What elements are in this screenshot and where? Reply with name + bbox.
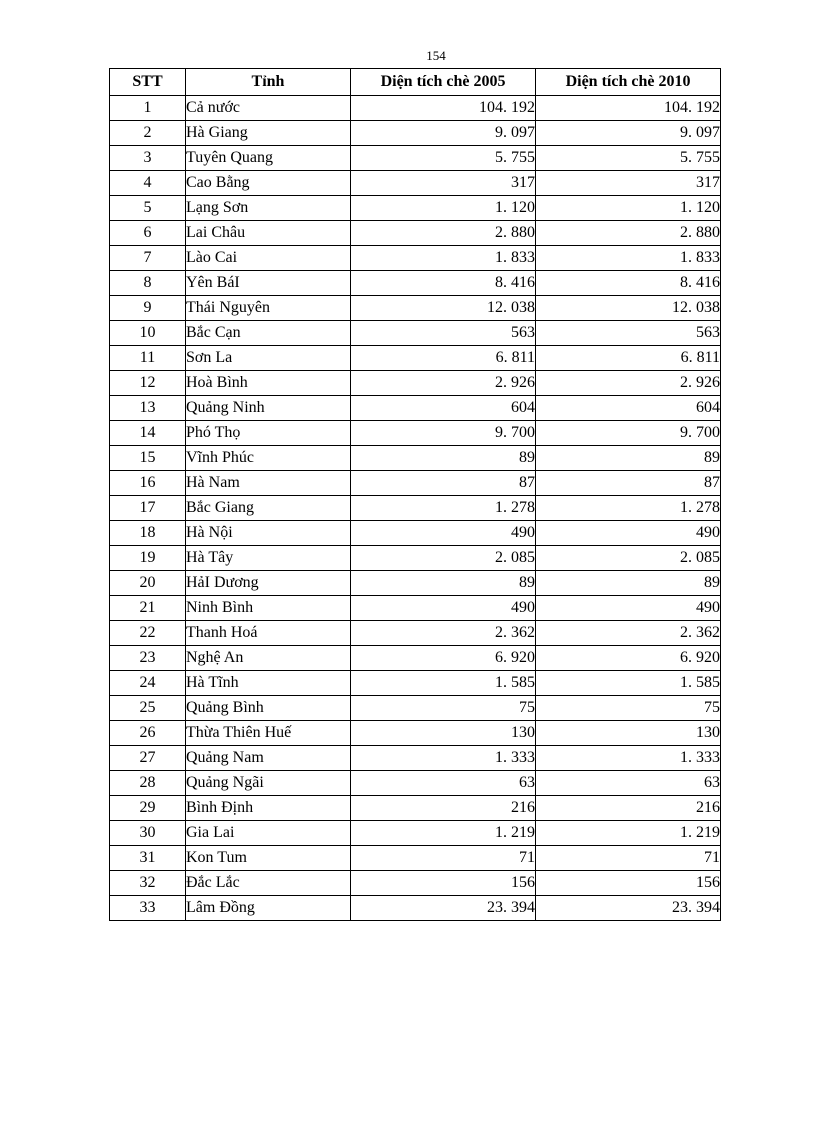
row-stt-cell: 17 <box>110 496 186 521</box>
header-area-2005: Diện tích chè 2005 <box>351 69 536 96</box>
row-stt-cell: 29 <box>110 796 186 821</box>
area-2010-cell: 1. 833 <box>536 246 721 271</box>
area-2005-cell: 6. 811 <box>351 346 536 371</box>
row-stt-cell: 28 <box>110 771 186 796</box>
table-row <box>110 371 721 396</box>
area-2005-cell: 89 <box>351 571 536 596</box>
province-cell: Lai Châu <box>186 221 351 246</box>
area-2005-cell: 6. 920 <box>351 646 536 671</box>
row-stt-cell: 18 <box>110 521 186 546</box>
row-stt-cell: 32 <box>110 871 186 896</box>
table-row <box>110 796 721 821</box>
province-cell: Gia Lai <box>186 821 351 846</box>
table-row <box>110 621 721 646</box>
area-2005-cell: 9. 097 <box>351 121 536 146</box>
area-2005-cell: 2. 926 <box>351 371 536 396</box>
table-row <box>110 421 721 446</box>
province-cell: Phó Thọ <box>186 421 351 446</box>
area-2005-cell: 1. 333 <box>351 746 536 771</box>
area-2010-cell: 6. 811 <box>536 346 721 371</box>
table-row <box>110 146 721 171</box>
area-2005-cell: 2. 880 <box>351 221 536 246</box>
area-2010-cell: 130 <box>536 721 721 746</box>
province-cell: Thanh Hoá <box>186 621 351 646</box>
header-province: Tỉnh <box>186 69 351 96</box>
area-2005-cell: 1. 278 <box>351 496 536 521</box>
row-stt-cell: 8 <box>110 271 186 296</box>
area-2005-cell: 1. 219 <box>351 821 536 846</box>
table-row <box>110 196 721 221</box>
area-2005-cell: 87 <box>351 471 536 496</box>
area-2010-cell: 2. 362 <box>536 621 721 646</box>
province-cell: Vĩnh Phúc <box>186 446 351 471</box>
area-2010-cell: 63 <box>536 771 721 796</box>
row-stt-cell: 16 <box>110 471 186 496</box>
header-row <box>110 69 721 96</box>
province-cell: Ninh Bình <box>186 596 351 621</box>
table-row <box>110 896 721 921</box>
province-cell: HảI Dương <box>186 571 351 596</box>
area-2010-cell: 89 <box>536 571 721 596</box>
area-2005-cell: 216 <box>351 796 536 821</box>
province-cell: Quảng Ngãi <box>186 771 351 796</box>
province-cell: Yên BáI <box>186 271 351 296</box>
table-row <box>110 721 721 746</box>
table-row <box>110 496 721 521</box>
province-cell: Lạng Sơn <box>186 196 351 221</box>
area-2005-cell: 130 <box>351 721 536 746</box>
area-2005-cell: 12. 038 <box>351 296 536 321</box>
area-2010-cell: 1. 585 <box>536 671 721 696</box>
row-stt-cell: 3 <box>110 146 186 171</box>
row-stt-cell: 13 <box>110 396 186 421</box>
area-2010-cell: 9. 700 <box>536 421 721 446</box>
area-2005-cell: 1. 120 <box>351 196 536 221</box>
row-stt-cell: 12 <box>110 371 186 396</box>
table-row <box>110 696 721 721</box>
table-body <box>110 96 721 921</box>
area-2010-cell: 71 <box>536 846 721 871</box>
row-stt-cell: 24 <box>110 671 186 696</box>
table-row <box>110 171 721 196</box>
table-row <box>110 746 721 771</box>
area-2005-cell: 1. 833 <box>351 246 536 271</box>
row-stt-cell: 11 <box>110 346 186 371</box>
province-cell: Nghệ An <box>186 646 351 671</box>
table-row <box>110 271 721 296</box>
row-stt-cell: 2 <box>110 121 186 146</box>
table-row <box>110 596 721 621</box>
table-row <box>110 321 721 346</box>
table-row <box>110 671 721 696</box>
province-cell: Cao Bằng <box>186 171 351 196</box>
row-stt-cell: 21 <box>110 596 186 621</box>
area-2010-cell: 104. 192 <box>536 96 721 121</box>
province-cell: Sơn La <box>186 346 351 371</box>
area-2010-cell: 75 <box>536 696 721 721</box>
table-row <box>110 546 721 571</box>
province-cell: Bình Định <box>186 796 351 821</box>
area-2005-cell: 63 <box>351 771 536 796</box>
row-stt-cell: 20 <box>110 571 186 596</box>
area-2010-cell: 8. 416 <box>536 271 721 296</box>
row-stt-cell: 25 <box>110 696 186 721</box>
page-number: 154 <box>426 48 446 63</box>
area-2010-cell: 2. 085 <box>536 546 721 571</box>
area-2010-cell: 156 <box>536 871 721 896</box>
row-stt-cell: 10 <box>110 321 186 346</box>
province-cell: Kon Tum <box>186 846 351 871</box>
area-2005-cell: 2. 362 <box>351 621 536 646</box>
province-cell: Hoà Bình <box>186 371 351 396</box>
area-2010-cell: 9. 097 <box>536 121 721 146</box>
area-2010-cell: 2. 880 <box>536 221 721 246</box>
area-2005-cell: 9. 700 <box>351 421 536 446</box>
row-stt-cell: 23 <box>110 646 186 671</box>
area-2010-cell: 1. 219 <box>536 821 721 846</box>
area-2010-cell: 563 <box>536 321 721 346</box>
area-2005-cell: 317 <box>351 171 536 196</box>
table-header <box>110 69 721 96</box>
row-stt-cell: 1 <box>110 96 186 121</box>
province-cell: Quảng Nam <box>186 746 351 771</box>
area-2010-cell: 1. 278 <box>536 496 721 521</box>
area-2010-cell: 23. 394 <box>536 896 721 921</box>
area-2005-cell: 104. 192 <box>351 96 536 121</box>
table-row <box>110 96 721 121</box>
province-cell: Hà Nam <box>186 471 351 496</box>
area-2010-cell: 1. 120 <box>536 196 721 221</box>
table-row <box>110 821 721 846</box>
row-stt-cell: 7 <box>110 246 186 271</box>
tea-area-table <box>109 68 721 921</box>
area-2010-cell: 1. 333 <box>536 746 721 771</box>
area-2005-cell: 604 <box>351 396 536 421</box>
row-stt-cell: 30 <box>110 821 186 846</box>
row-stt-cell: 27 <box>110 746 186 771</box>
province-cell: Thừa Thiên Huế <box>186 721 351 746</box>
table-row <box>110 571 721 596</box>
table-row <box>110 471 721 496</box>
province-cell: Hà Tây <box>186 546 351 571</box>
province-cell: Cả nước <box>186 96 351 121</box>
province-cell: Bắc Giang <box>186 496 351 521</box>
area-2005-cell: 8. 416 <box>351 271 536 296</box>
table-row <box>110 296 721 321</box>
area-2005-cell: 156 <box>351 871 536 896</box>
row-stt-cell: 6 <box>110 221 186 246</box>
table-row <box>110 221 721 246</box>
area-2010-cell: 87 <box>536 471 721 496</box>
table-row <box>110 521 721 546</box>
area-2005-cell: 490 <box>351 521 536 546</box>
row-stt-cell: 5 <box>110 196 186 221</box>
area-2010-cell: 490 <box>536 596 721 621</box>
area-2010-cell: 604 <box>536 396 721 421</box>
area-2010-cell: 5. 755 <box>536 146 721 171</box>
row-stt-cell: 26 <box>110 721 186 746</box>
row-stt-cell: 31 <box>110 846 186 871</box>
province-cell: Lào Cai <box>186 246 351 271</box>
row-stt-cell: 22 <box>110 621 186 646</box>
province-cell: Hà Giang <box>186 121 351 146</box>
table-row <box>110 871 721 896</box>
row-stt-cell: 14 <box>110 421 186 446</box>
area-2010-cell: 12. 038 <box>536 296 721 321</box>
table-row <box>110 846 721 871</box>
area-2005-cell: 490 <box>351 596 536 621</box>
row-stt-cell: 9 <box>110 296 186 321</box>
table-row <box>110 771 721 796</box>
header-stt: STT <box>110 69 186 96</box>
province-cell: Lâm Đồng <box>186 896 351 921</box>
area-2010-cell: 216 <box>536 796 721 821</box>
row-stt-cell: 4 <box>110 171 186 196</box>
row-stt-cell: 33 <box>110 896 186 921</box>
area-2005-cell: 71 <box>351 846 536 871</box>
area-2010-cell: 2. 926 <box>536 371 721 396</box>
table-row <box>110 121 721 146</box>
province-cell: Bắc Cạn <box>186 321 351 346</box>
province-cell: Tuyên Quang <box>186 146 351 171</box>
area-2005-cell: 75 <box>351 696 536 721</box>
area-2010-cell: 89 <box>536 446 721 471</box>
area-2010-cell: 490 <box>536 521 721 546</box>
table-row <box>110 346 721 371</box>
area-2005-cell: 1. 585 <box>351 671 536 696</box>
area-2010-cell: 317 <box>536 171 721 196</box>
province-cell: Thái Nguyên <box>186 296 351 321</box>
area-2005-cell: 5. 755 <box>351 146 536 171</box>
area-2005-cell: 563 <box>351 321 536 346</box>
table-row <box>110 396 721 421</box>
row-stt-cell: 19 <box>110 546 186 571</box>
province-cell: Đắc Lắc <box>186 871 351 896</box>
area-2005-cell: 89 <box>351 446 536 471</box>
province-cell: Hà Nội <box>186 521 351 546</box>
area-2005-cell: 23. 394 <box>351 896 536 921</box>
table-row <box>110 446 721 471</box>
area-2010-cell: 6. 920 <box>536 646 721 671</box>
province-cell: Quảng Ninh <box>186 396 351 421</box>
area-2005-cell: 2. 085 <box>351 546 536 571</box>
table-row <box>110 246 721 271</box>
province-cell: Hà Tĩnh <box>186 671 351 696</box>
table-row <box>110 646 721 671</box>
header-area-2010: Diện tích chè 2010 <box>536 69 721 96</box>
province-cell: Quảng Bình <box>186 696 351 721</box>
row-stt-cell: 15 <box>110 446 186 471</box>
